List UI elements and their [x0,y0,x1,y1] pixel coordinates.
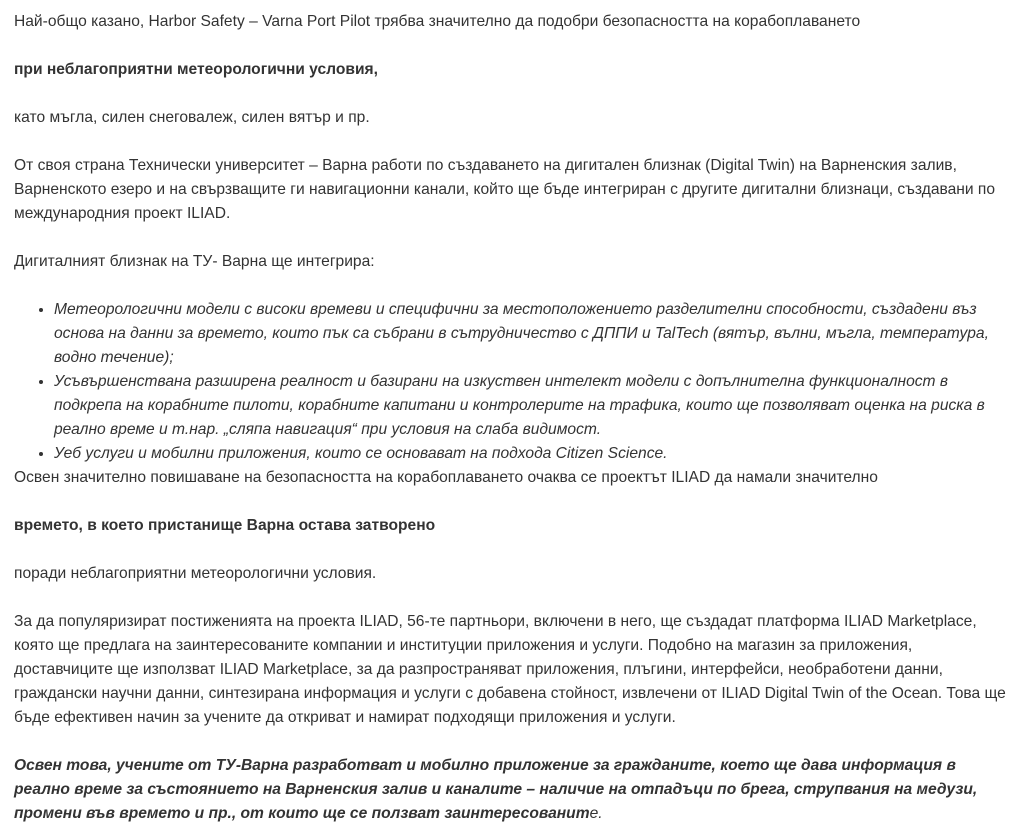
bold-port-closed-text: времето, в което пристанище Варна остава затворено [14,517,436,534]
paragraph-tu-varna: От своя страна Технически университет – Варна работи по създаването на дигитален близнак (Digital Twin) на Варненския залив, Варненското езеро и на свързващите ги навигационни канали, който ще бъде интегриран с другите дигитални близнаци, създавани по международния проект ILIAD. [14,157,996,222]
paragraph-weather-reason: поради неблагоприятни метеорологични условия. [14,565,377,582]
paragraph-bold-port-closed [14,514,1009,538]
paragraph-marketplace: За да популяризират постиженията на проекта ILIAD, 56-те партньори, включени в него, ще създадат платформа ILIAD Marketplace, която ще предлага на заинтересованите компании и институции приложения и услуги. Подобно на магазин за приложения, доставчиците ще използват ILIAD Marketplace, за да разпространяват приложения, плъгини, интерфейси, необработени данни, граждански научни данни, синтезирана информация и услуги с добавена стойност, извлечени от ILIAD Digital Twin of the Ocean. Това ще бъде ефективен начин за учените да откриват и намират подходящи приложения и услуги. [14,613,1006,726]
bold-conditions-text: при неблагоприятни метеорологични условия, [14,61,378,78]
paragraph-safety-increase: Освен значително повишаване на безопасността на корабоплаването очаква се проектът ILIAD да намали значително [14,469,878,486]
paragraph-integrates: Дигиталният близнак на ТУ- Варна ще интегрира: [14,253,375,270]
mobile-app-italic-tail: е. [589,805,603,822]
list-item: • Усъвършенствана разширена реалност и базирани на изкуствен интелект модели с допълнителна функционалност в подкрепа на корабните пилоти, корабните капитани и контролерите на трафика, които ще позволяват оценка на риска в реално време и т.нар. „сляпа навигация“ при условия на слаба видимост. [54,370,1009,442]
paragraph-intro: Най-общо казано, Harbor Safety – Varna Port Pilot трябва значително да подобри безопасността на корабоплаването [14,13,861,30]
list-item: • Метеорологични модели с високи времеви и специфични за местоположението разделителни способности, създадени въз основа на данни за времето, които пък са събрани в сътрудничество с ДППИ и TalTech (вятър, вълни, мъгла, температура, водно течение); [54,298,1009,370]
list-item: • Уеб услуги и мобилни приложения, които се основават на подхода Citizen Science. [54,442,1009,466]
paragraph-mobile-app [14,754,1009,826]
paragraph-bold-conditions [14,58,1009,82]
mobile-app-bold-italic-text: Освен това, учените от ТУ-Варна разработват и мобилно приложение за гражданите, което ще дава информация в реално време за състоянието на Варненския залив и каналите – наличие на отпадъци по брега, струпвания на медузи, промени във времето и пр., от които ще се ползват заинтересованит [14,757,978,822]
paragraph-weather-examples: като мъгла, силен снеговалеж, силен вятър и пр. [14,109,370,126]
integration-list [14,298,1009,466]
